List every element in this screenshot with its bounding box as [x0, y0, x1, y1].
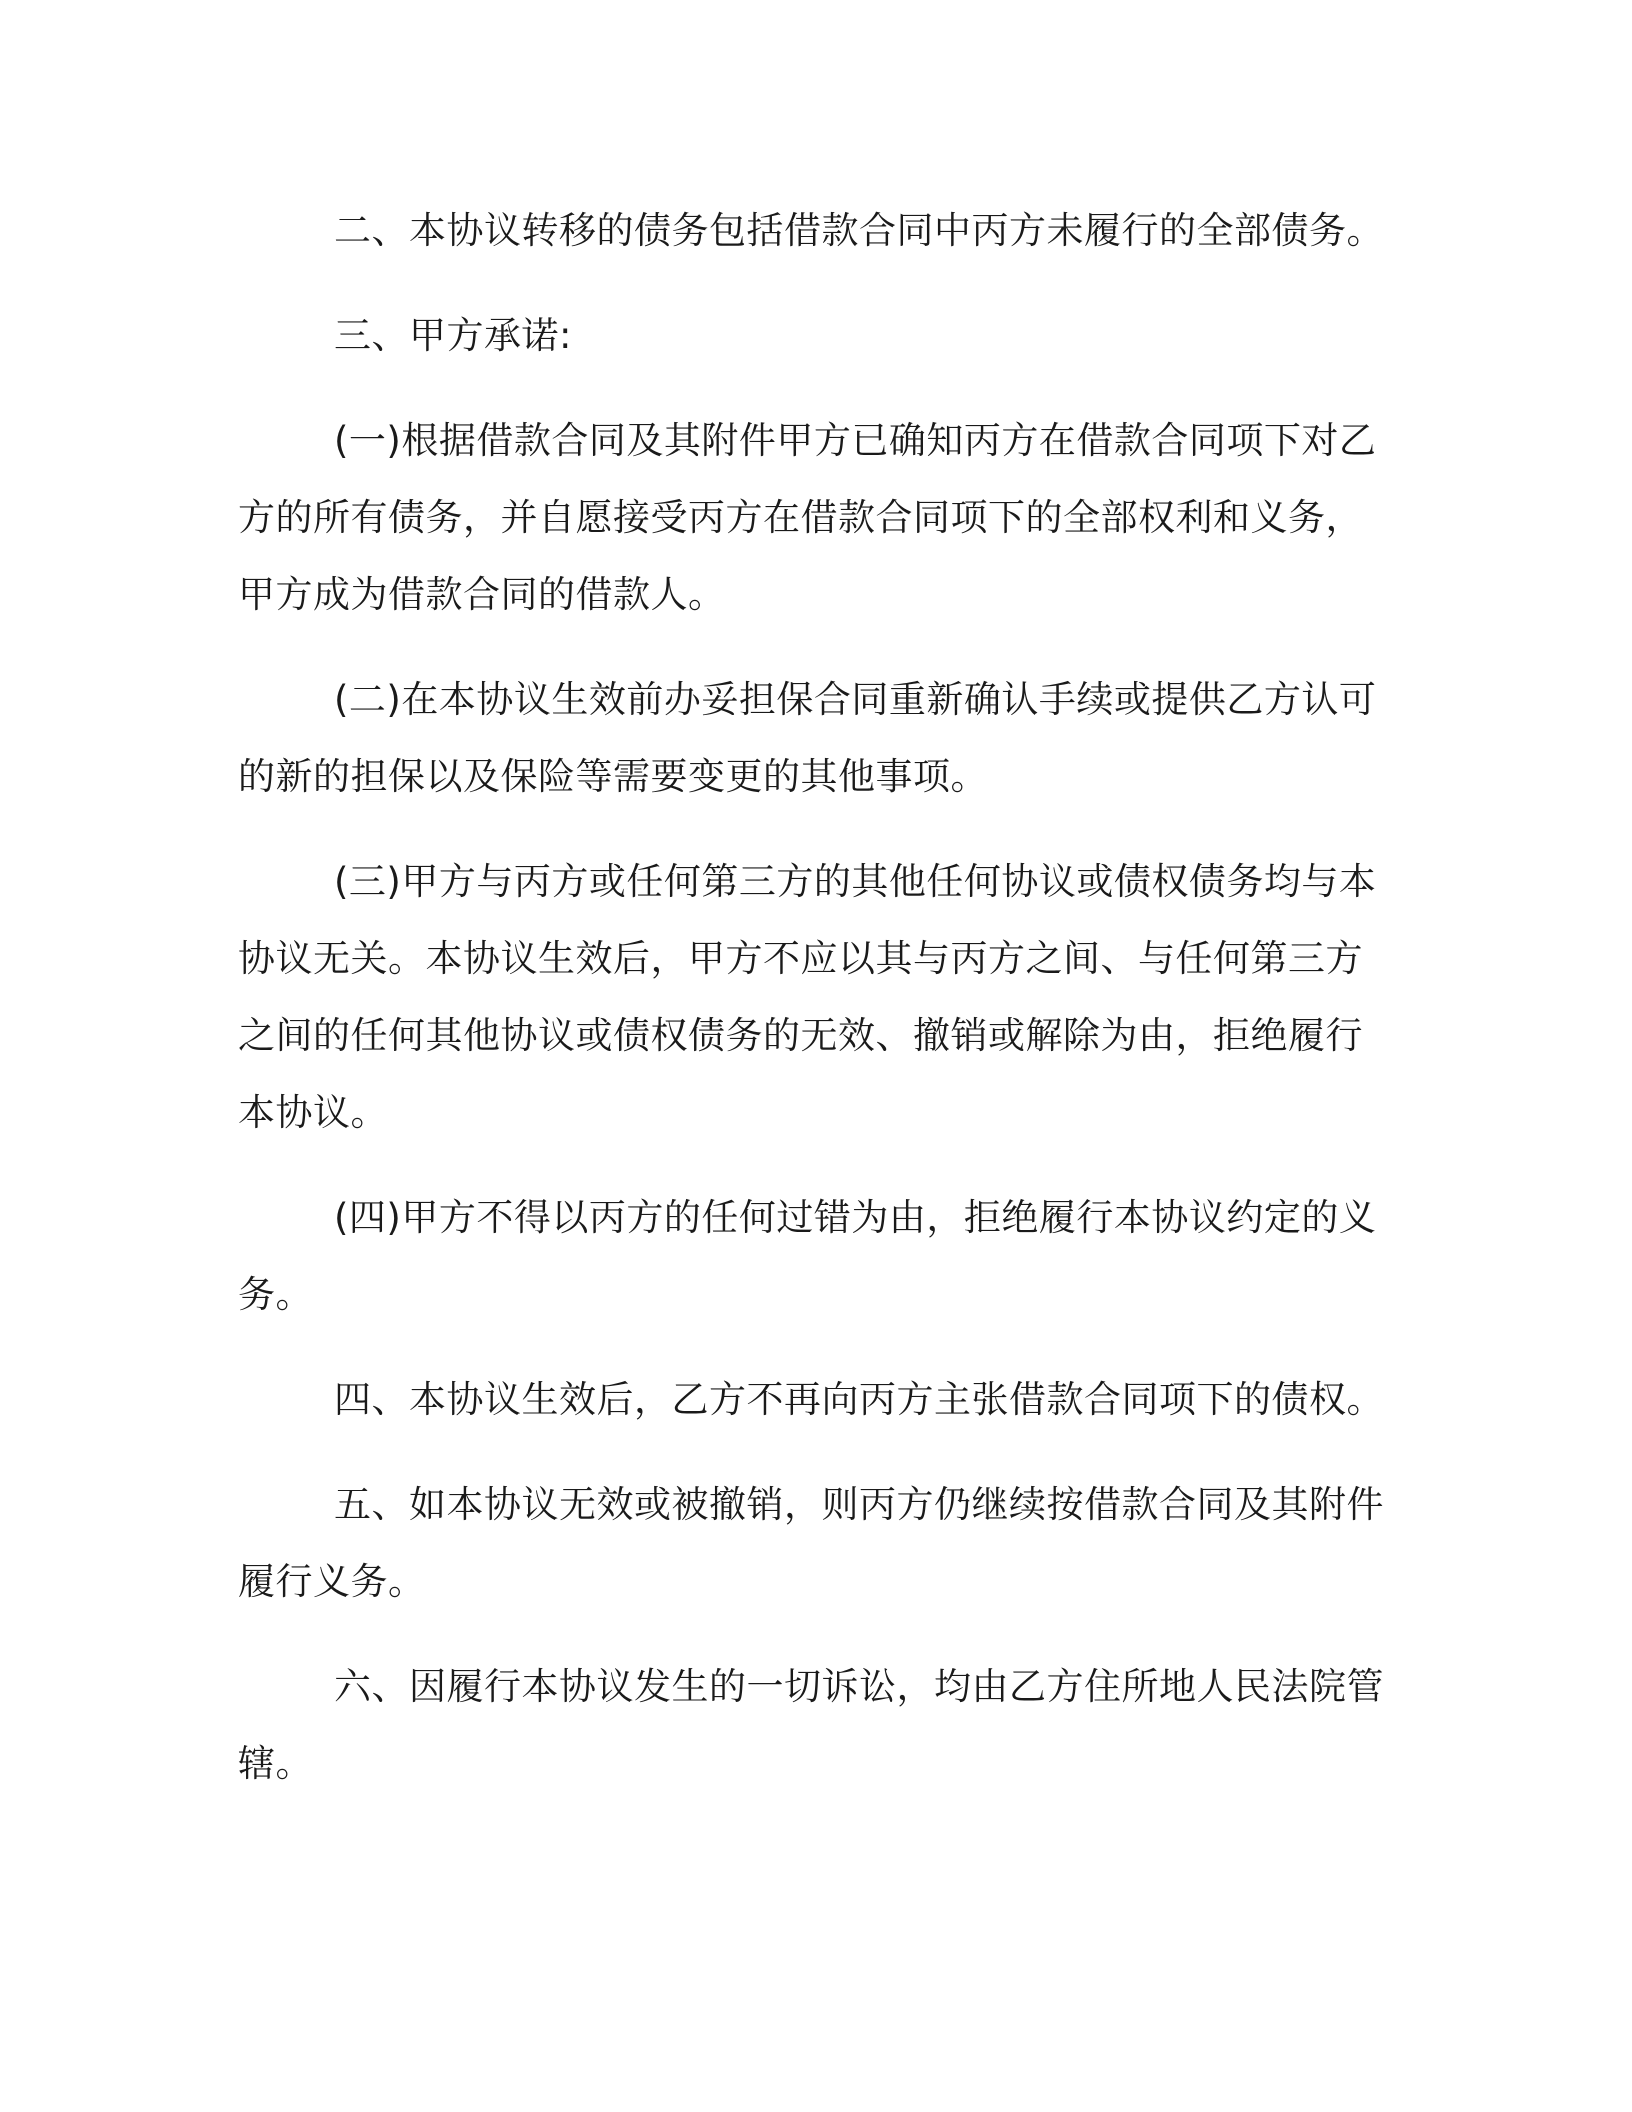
text-line: 五、如本协议无效或被撤销，则丙方仍继续按借款合同及其附件: [334, 1483, 1384, 1526]
document-body: [238, 192, 1388, 1830]
text-line: 二、本协议转移的债务包括借款合同中丙方未履行的全部债务。: [334, 209, 1384, 252]
text-line: 协议无关。本协议生效后，甲方不应以其与丙方之间、与任何第三方: [238, 937, 1363, 980]
text-line: (三)甲方与丙方或任何第三方的其他任何协议或债权债务均与本: [334, 860, 1377, 903]
paragraph-clause-3-3: [238, 843, 1388, 1151]
text-line: (二)在本协议生效前办妥担保合同重新确认手续或提供乙方认可: [334, 678, 1377, 721]
paragraph-article-6: [238, 1648, 1388, 1802]
text-line: (一)根据借款合同及其附件甲方已确知丙方在借款合同项下对乙: [334, 419, 1377, 462]
text-line: 三、甲方承诺:: [334, 314, 572, 357]
paragraph-article-5: [238, 1466, 1388, 1620]
text-line: 履行义务。: [238, 1560, 426, 1603]
text-line: 务。: [238, 1273, 313, 1316]
paragraph-clause-3-2: [238, 661, 1388, 815]
text-line: 甲方成为借款合同的借款人。: [238, 573, 726, 616]
paragraph-article-2: [238, 192, 1388, 269]
paragraph-clause-3-4: [238, 1179, 1388, 1333]
text-line: 方的所有债务，并自愿接受丙方在借款合同项下的全部权利和义务，: [238, 496, 1363, 539]
paragraph-article-3: [238, 297, 1388, 374]
text-line: 六、因履行本协议发生的一切诉讼，均由乙方住所地人民法院管: [334, 1665, 1384, 1708]
text-line: 之间的任何其他协议或债权债务的无效、撤销或解除为由，拒绝履行: [238, 1014, 1363, 1057]
text-line: 的新的担保以及保险等需要变更的其他事项。: [238, 755, 988, 798]
paragraph-clause-3-1: [238, 402, 1388, 633]
text-line: 本协议。: [238, 1091, 388, 1134]
paragraph-article-4: [238, 1361, 1388, 1438]
text-line: 辖。: [238, 1742, 313, 1785]
text-line: 四、本协议生效后，乙方不再向丙方主张借款合同项下的债权。: [334, 1378, 1384, 1421]
text-line: (四)甲方不得以丙方的任何过错为由，拒绝履行本协议约定的义: [334, 1196, 1377, 1239]
